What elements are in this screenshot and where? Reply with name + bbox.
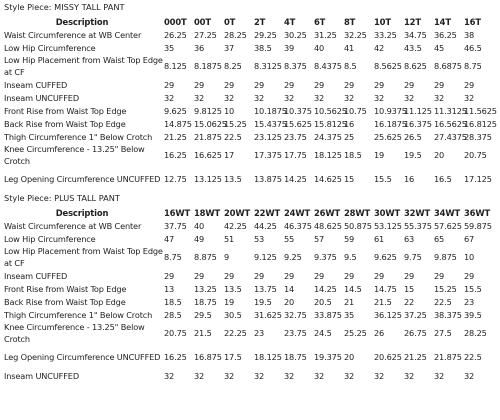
measurement-value: 29: [164, 270, 175, 281]
measurement-value: 26.5: [404, 131, 422, 142]
column-header-size: 6T: [314, 16, 326, 27]
measurement-value: 11.5625: [464, 105, 497, 116]
measurement-value: 16.25: [164, 352, 187, 362]
measurement-value: 32: [404, 370, 415, 381]
measurement-value: 13.125: [194, 174, 222, 184]
measurement-value: 29: [284, 79, 295, 90]
measurement-value: 29: [224, 270, 235, 281]
measurement-value: 32: [464, 92, 475, 103]
measurement-value: 8.3125: [254, 61, 282, 71]
column-header-size: 28WT: [344, 207, 371, 218]
measurement-description: Leg Opening Circumference UNCUFFED: [4, 174, 161, 184]
measurement-value: 39: [284, 42, 295, 53]
measurement-value: 34.75: [404, 29, 427, 40]
measurement-value: 16.5625: [434, 118, 467, 129]
measurement-value: 61: [374, 233, 385, 244]
column-header-size: 26WT: [314, 207, 341, 218]
measurement-value: 13.75: [254, 283, 277, 294]
measurement-value: 38.5: [254, 42, 272, 53]
measurement-description: Low Hip Circumference: [4, 233, 96, 244]
table-row: [0, 167, 500, 191]
measurement-value: 16.5: [434, 174, 452, 184]
measurement-value: 53: [254, 233, 265, 244]
measurement-value: 38.375: [434, 309, 462, 320]
measurement-value: 23.125: [254, 131, 282, 142]
column-header-size: 0T: [224, 16, 236, 27]
measurement-value: 21.875: [434, 352, 462, 362]
measurement-value: 10.1875: [254, 105, 287, 116]
measurement-value: 16.8125: [464, 118, 497, 129]
column-header-size: 10T: [374, 16, 391, 27]
measurement-value: 18.5: [344, 150, 362, 160]
measurement-value: 30.5: [224, 309, 242, 320]
column-header-size: 12T: [404, 16, 421, 27]
measurement-value: 9.25: [284, 252, 302, 262]
measurement-value: 15: [404, 283, 415, 294]
table-row: [0, 308, 500, 321]
measurement-description: Inseam UNCUFFED: [4, 92, 79, 103]
measurement-value: 29: [194, 270, 205, 281]
measurement-value: 18.75: [194, 296, 217, 307]
table-row: [0, 369, 500, 382]
table-row: [0, 78, 500, 91]
measurement-value: 37: [224, 42, 235, 53]
measurement-value: 21: [344, 296, 355, 307]
measurement-value: 8.4375: [314, 61, 342, 71]
measurement-value: 32: [344, 370, 355, 381]
measurement-value: 29: [314, 270, 325, 281]
measurement-value: 65: [434, 233, 445, 244]
measurement-value: 16: [344, 118, 355, 129]
plus-tall-section: [0, 191, 500, 382]
measurement-value: 29: [254, 270, 265, 281]
table-row: [0, 104, 500, 117]
measurement-value: 8.5625: [374, 61, 402, 71]
measurement-value: 40: [314, 42, 325, 53]
measurement-value: 49: [194, 233, 205, 244]
measurement-value: 8.5: [344, 61, 357, 71]
measurement-value: 12.75: [164, 174, 187, 184]
measurement-value: 43.5: [404, 42, 422, 53]
measurement-value: 36.125: [374, 309, 402, 320]
measurement-value: 32: [194, 92, 205, 103]
measurement-value: 27.4375: [434, 131, 467, 142]
measurement-value: 29: [404, 270, 415, 281]
measurement-value: 16.25: [164, 150, 187, 160]
measurement-value: 29: [464, 270, 475, 281]
table-row: [0, 28, 500, 41]
measurement-value: 19: [224, 296, 235, 307]
measurement-description: Inseam CUFFED: [4, 270, 68, 281]
measurement-description: Front Rise from Waist Top Edge: [4, 105, 127, 116]
measurement-value: 15: [344, 174, 355, 184]
measurement-value: 9.125: [254, 252, 277, 262]
measurement-value: 9.5: [344, 252, 357, 262]
measurement-value: 27.25: [194, 29, 217, 40]
measurement-value: 8.75: [164, 252, 182, 262]
column-header-size: 2T: [254, 16, 266, 27]
style-piece-label: Style Piece: PLUS TALL PANT: [4, 193, 120, 203]
measurement-value: 8.6875: [434, 61, 462, 71]
measurement-value: 14.625: [314, 174, 342, 184]
measurement-value: 13.25: [194, 283, 217, 294]
measurement-description: Waist Circumference at WB Center: [4, 29, 142, 40]
measurement-value: 17: [224, 150, 235, 160]
measurement-value: 31.25: [314, 29, 337, 40]
table-row: [0, 91, 500, 104]
column-header-size: 000T: [164, 16, 187, 27]
measurement-value: 26.25: [164, 29, 187, 40]
measurement-value: 23: [464, 296, 475, 307]
measurement-value: 16: [404, 174, 415, 184]
measurement-value: 29: [344, 79, 355, 90]
measurement-value: 8.25: [224, 61, 242, 71]
measurement-description: Waist Circumference at WB Center: [4, 220, 142, 231]
measurement-value: 29: [374, 270, 385, 281]
measurement-value: 35: [344, 309, 355, 320]
measurement-value: 8.75: [464, 61, 482, 71]
measurement-value: 32: [164, 370, 175, 381]
table-row: [0, 143, 500, 167]
measurement-value: 10.5625: [314, 105, 347, 116]
measurement-value: 32: [224, 370, 235, 381]
table-row: [0, 295, 500, 308]
measurement-value: 14.875: [164, 118, 192, 129]
measurement-description: Low Hip Placement from Waist Top Edge at CF: [4, 246, 163, 268]
column-header-size: 34WT: [434, 207, 461, 218]
column-header-size: 18WT: [194, 207, 221, 218]
measurement-description: Back Rise from Waist Top Edge: [4, 118, 126, 129]
measurement-value: 9.375: [314, 252, 337, 262]
measurement-value: 40: [194, 220, 205, 231]
measurement-value: 13.5: [224, 174, 242, 184]
table-row: [0, 130, 500, 143]
measurement-value: 14: [284, 283, 295, 294]
measurement-value: 26: [374, 328, 385, 338]
measurement-value: 32: [164, 92, 175, 103]
measurement-description: Inseam UNCUFFED: [4, 370, 79, 381]
measurement-value: 32: [374, 370, 385, 381]
measurement-value: 32: [254, 370, 265, 381]
table-row: [0, 269, 500, 282]
column-header-size: 00T: [194, 16, 211, 27]
measurement-value: 9.625: [164, 105, 187, 116]
measurement-value: 22.5: [434, 296, 452, 307]
measurement-value: 27.5: [434, 328, 452, 338]
measurement-value: 17.5: [224, 352, 242, 362]
table-row: [0, 245, 500, 269]
measurement-value: 51: [224, 233, 235, 244]
measurement-value: 32: [284, 92, 295, 103]
column-header-size: 24WT: [284, 207, 311, 218]
measurement-value: 9.75: [404, 252, 422, 262]
measurement-value: 59: [344, 233, 355, 244]
measurement-value: 13.875: [254, 174, 282, 184]
measurement-value: 42.25: [224, 220, 247, 231]
measurement-value: 31.625: [254, 309, 282, 320]
measurement-value: 20.5: [314, 296, 332, 307]
measurement-description: Low Hip Placement from Waist Top Edge at CF: [4, 55, 163, 77]
measurement-value: 33.875: [314, 309, 342, 320]
measurement-value: 16.625: [194, 150, 222, 160]
measurement-value: 32: [284, 370, 295, 381]
measurement-description: Knee Circumference - 13.25" Below Crotch: [4, 322, 145, 344]
measurement-value: 39.5: [464, 309, 482, 320]
table-row: [0, 117, 500, 130]
measurement-value: 19.375: [314, 352, 342, 362]
table-header-row: [0, 206, 500, 219]
measurement-value: 15.4375: [254, 118, 287, 129]
measurement-value: 20: [284, 296, 295, 307]
table-row: [0, 41, 500, 54]
measurement-value: 10: [224, 105, 235, 116]
missy-tall-section: [0, 0, 500, 191]
measurement-value: 67: [464, 233, 475, 244]
column-header-description: Description: [55, 16, 109, 27]
measurement-description: Leg Opening Circumference UNCUFFED: [4, 352, 161, 362]
measurement-value: 24.5: [314, 328, 332, 338]
measurement-value: 29: [254, 79, 265, 90]
measurement-value: 29: [374, 79, 385, 90]
measurement-value: 29: [434, 79, 445, 90]
measurement-value: 24.375: [314, 131, 342, 142]
measurement-value: 13.5: [224, 283, 242, 294]
measurement-value: 29.5: [194, 309, 212, 320]
measurement-value: 29: [464, 79, 475, 90]
measurement-value: 28.25: [464, 328, 487, 338]
measurement-value: 20: [434, 150, 445, 160]
measurement-value: 21.25: [404, 352, 427, 362]
measurement-value: 38: [464, 29, 475, 40]
measurement-value: 19.5: [254, 296, 272, 307]
measurement-value: 29: [314, 79, 325, 90]
measurement-value: 8.375: [284, 61, 307, 71]
measurement-value: 37.75: [164, 220, 187, 231]
measurement-value: 32.75: [284, 309, 307, 320]
measurement-value: 45: [434, 42, 445, 53]
measurement-value: 15.5: [374, 174, 392, 184]
measurement-value: 21.5: [194, 328, 212, 338]
measurement-value: 32: [344, 92, 355, 103]
measurement-value: 55: [284, 233, 295, 244]
measurement-value: 20.75: [464, 150, 487, 160]
measurement-value: 33.25: [374, 29, 397, 40]
measurement-value: 32: [314, 370, 325, 381]
table-row: [0, 321, 500, 345]
measurement-value: 29.25: [254, 29, 277, 40]
measurement-value: 8.1875: [194, 61, 222, 71]
measurement-description: Front Rise from Waist Top Edge: [4, 283, 127, 294]
measurement-value: 14.25: [284, 174, 307, 184]
measurement-value: 63: [404, 233, 415, 244]
measurement-value: 20: [344, 352, 355, 362]
measurement-value: 11.3125: [434, 105, 467, 116]
measurement-value: 8.125: [164, 61, 187, 71]
column-header-description: Description: [55, 207, 109, 218]
column-header-size: 4T: [284, 16, 296, 27]
measurement-value: 15.0625: [194, 118, 227, 129]
measurement-value: 50.875: [344, 220, 372, 231]
measurement-value: 29: [224, 79, 235, 90]
measurement-description: Knee Circumference - 13.25" Below Crotch: [4, 144, 145, 166]
measurement-value: 53.125: [374, 220, 402, 231]
column-header-size: 36WT: [464, 207, 491, 218]
measurement-value: 42: [374, 42, 385, 53]
measurement-value: 25.625: [374, 131, 402, 142]
measurement-value: 29: [194, 79, 205, 90]
measurement-value: 22: [404, 296, 415, 307]
measurement-value: 15.25: [224, 118, 247, 129]
measurement-description: Thigh Circumference 1" Below Crotch: [4, 309, 153, 320]
measurement-value: 23.75: [284, 328, 307, 338]
measurement-value: 13: [164, 283, 175, 294]
measurement-value: 22.5: [224, 131, 242, 142]
measurement-value: 17.125: [464, 174, 492, 184]
column-header-size: 20WT: [224, 207, 251, 218]
measurement-value: 16.375: [404, 118, 432, 129]
measurement-value: 21.25: [164, 131, 187, 142]
measurement-value: 36: [194, 42, 205, 53]
measurement-value: 29: [434, 270, 445, 281]
measurement-value: 32: [194, 370, 205, 381]
measurement-value: 46.375: [284, 220, 312, 231]
measurement-value: 57.625: [434, 220, 462, 231]
measurement-value: 10.9375: [374, 105, 407, 116]
column-header-size: 14T: [434, 16, 451, 27]
measurement-value: 21.875: [194, 131, 222, 142]
column-header-size: 22WT: [254, 207, 281, 218]
measurement-value: 16.875: [194, 352, 222, 362]
measurement-value: 10.375: [284, 105, 312, 116]
measurement-value: 21.5: [374, 296, 392, 307]
measurement-value: 28.25: [224, 29, 247, 40]
measurement-value: 47: [164, 233, 175, 244]
measurement-value: 32: [374, 92, 385, 103]
measurement-value: 32: [224, 92, 235, 103]
measurement-value: 10.75: [344, 105, 367, 116]
measurement-value: 57: [314, 233, 325, 244]
measurement-value: 25: [344, 131, 355, 142]
table-row: [0, 282, 500, 295]
table-row: [0, 219, 500, 232]
measurement-value: 41: [344, 42, 355, 53]
measurement-value: 15.8125: [314, 118, 347, 129]
measurement-value: 32: [434, 92, 445, 103]
measurement-value: 32: [404, 92, 415, 103]
measurement-value: 32: [464, 370, 475, 381]
measurement-value: 18.125: [254, 352, 282, 362]
measurement-value: 48.625: [314, 220, 342, 231]
measurement-value: 32: [314, 92, 325, 103]
measurement-value: 32.25: [344, 29, 367, 40]
spec-table: [0, 206, 500, 382]
measurement-value: 23.75: [284, 131, 307, 142]
measurement-value: 16.1875: [374, 118, 407, 129]
measurement-value: 15.25: [434, 283, 457, 294]
measurement-description: Thigh Circumference 1" Below Crotch: [4, 131, 153, 142]
measurement-value: 26.75: [404, 328, 427, 338]
measurement-value: 28.375: [464, 131, 492, 142]
measurement-value: 46.5: [464, 42, 482, 53]
style-piece-label: Style Piece: MISSY TALL PANT: [4, 2, 125, 12]
measurement-description: Low Hip Circumference: [4, 42, 96, 53]
measurement-value: 29: [344, 270, 355, 281]
table-row: [0, 232, 500, 245]
table-header-row: [0, 15, 500, 28]
measurement-value: 15.625: [284, 118, 312, 129]
measurement-value: 9.8125: [194, 105, 222, 116]
measurement-value: 55.375: [404, 220, 432, 231]
column-header-size: 16T: [464, 16, 481, 27]
measurement-value: 10: [464, 252, 475, 262]
column-header-size: 8T: [344, 16, 356, 27]
measurement-value: 9: [224, 252, 230, 262]
measurement-value: 19.5: [404, 150, 422, 160]
measurement-value: 18.75: [284, 352, 307, 362]
measurement-value: 20.625: [374, 352, 402, 362]
table-row: [0, 54, 500, 78]
measurement-value: 32: [254, 92, 265, 103]
measurement-value: 30.25: [284, 29, 307, 40]
measurement-value: 22.5: [464, 352, 482, 362]
measurement-value: 18.5: [164, 296, 182, 307]
measurement-value: 32: [434, 370, 445, 381]
measurement-value: 29: [404, 79, 415, 90]
measurement-value: 29: [284, 270, 295, 281]
spec-table: [0, 15, 500, 191]
measurement-value: 35: [164, 42, 175, 53]
measurement-value: 22.25: [224, 328, 247, 338]
table-row: [0, 345, 500, 369]
measurement-value: 28.5: [164, 309, 182, 320]
measurement-description: Inseam CUFFED: [4, 79, 68, 90]
measurement-value: 36.25: [434, 29, 457, 40]
measurement-value: 29: [164, 79, 175, 90]
measurement-value: 8.625: [404, 61, 427, 71]
measurement-value: 19: [374, 150, 385, 160]
column-header-size: 32WT: [404, 207, 431, 218]
measurement-value: 11.125: [404, 105, 432, 116]
measurement-value: 37.25: [404, 309, 427, 320]
measurement-value: 9.625: [374, 252, 397, 262]
measurement-value: 14.75: [374, 283, 397, 294]
column-header-size: 30WT: [374, 207, 401, 218]
measurement-value: 17.75: [284, 150, 307, 160]
measurement-value: 14.5: [344, 283, 362, 294]
measurement-value: 17.375: [254, 150, 282, 160]
measurement-value: 9.875: [434, 252, 457, 262]
measurement-value: 25.25: [344, 328, 367, 338]
measurement-value: 15.5: [464, 283, 482, 294]
measurement-value: 44.25: [254, 220, 277, 231]
measurement-value: 18.125: [314, 150, 342, 160]
measurement-value: 23: [254, 328, 265, 338]
measurement-value: 59.875: [464, 220, 492, 231]
measurement-value: 14.25: [314, 283, 337, 294]
measurement-value: 8.875: [194, 252, 217, 262]
measurement-value: 20.75: [164, 328, 187, 338]
column-header-size: 16WT: [164, 207, 191, 218]
measurement-description: Back Rise from Waist Top Edge: [4, 296, 126, 307]
